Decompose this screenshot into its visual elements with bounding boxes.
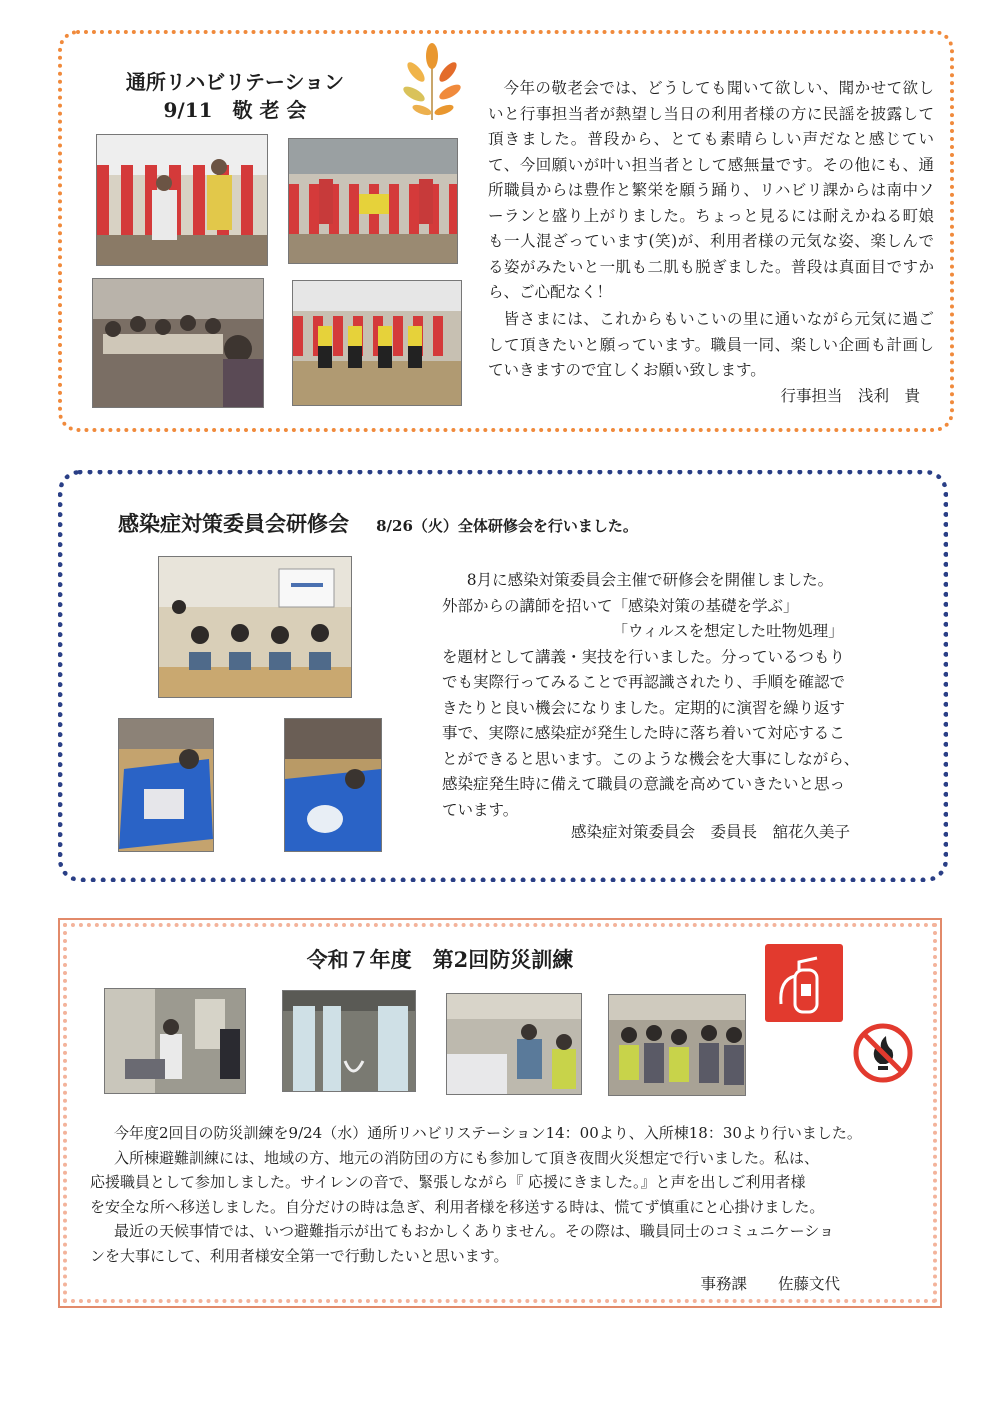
section2-line: 感染症発生時に備えて職員の意識を高めていきたいと思っ — [442, 775, 846, 793]
section1-paragraph-2: 皆さまには、これからもいこいの里に通いながら元気に過ごして頂きたいと願っています。職員一同、楽しい企画も計画していきますので宜しくお願い致します。 — [488, 310, 934, 379]
section2-signature: 感染症対策委員会 委員長 舘花久美子 — [570, 823, 850, 841]
section3-line: 入所棟避難訓練には、地域の方、地元の消防団の方にも参加して頂き夜間火災想定で行いました。私は、 — [114, 1148, 820, 1167]
section2-subtitle: 8/26（火）全体研修会を行いました。 — [376, 517, 638, 535]
photo-drill-ward-evacuation — [446, 993, 582, 1095]
section2-line: 8月に感染対策委員会主催で研修会を開催しました。 — [466, 571, 834, 589]
photo-drill-group-gathering — [608, 994, 746, 1096]
section3-line: 最近の天候事情では、いつ避難指示が出てもおかしくありません。その際は、職員同士のコミュニケーショ — [114, 1222, 835, 1240]
photo-staff-dance-stage — [288, 138, 458, 264]
photo-audience-residents — [92, 278, 264, 408]
section1-title — [100, 68, 370, 124]
no-open-flame-icon — [852, 1022, 914, 1084]
section2-title: 感染症対策委員会研修会 — [118, 511, 349, 536]
section1-paragraph-1: 今年の敬老会では、どうしても聞いて欲しい、聞かせて欲しいと行事担当者が熱望し当日の利用者様の方に民謡を披露して頂きました。普段から、とても素晴らしい声だなと感じていて、今回願いが叶い担当者として感無量です。その他にも、通所職員からは豊作と繁栄を願う踊り、リハビリ課からは南中ソーランと盛り上がりました。ちょっと見るには耐えかねる町娘も一人混ざっています(笑)が、利用者様の元気な姿、楽しんでる姿がみたいと一肌も二肌も脱ぎました。普段は真面目ですから、ご心配なく！ — [488, 79, 934, 301]
section1-signature: 行事担当 浅利 貴 — [780, 387, 920, 405]
section2-line: でも実際行ってみることで再認識されたり、手順を確認で — [442, 673, 846, 691]
section3-signature: 事務課 佐藤文代 — [700, 1275, 840, 1293]
photo-vomit-cleanup-practice-1 — [118, 718, 214, 852]
section1-title-line2: 9/11 敬 老 会 — [163, 98, 307, 122]
section3-line: 応援職員として参加しました。サイレンの音で、緊張しながら『 応援にきました。』と声を出しご利用者様 — [90, 1173, 806, 1191]
photo-drill-curtain-room — [282, 990, 416, 1092]
photo-lecture-session — [158, 556, 352, 698]
section1-title-line1: 通所リハビリテーション — [125, 70, 345, 94]
section2-line: 事で、実際に感染症が発生した時に落ち着いて対応するこ — [442, 724, 845, 742]
section3-line: を安全な所へ移送しました。自分だけの時は急ぎ、利用者様を移送する時は、慌てず慎重にと心掛けました。 — [90, 1197, 825, 1216]
section2-line: きたりと良い機会になりました。定期的に演習を繰り返す — [442, 698, 846, 717]
section2-line: ています。 — [442, 800, 519, 819]
photo-vomit-cleanup-practice-2 — [284, 718, 382, 852]
section3-body — [90, 1121, 920, 1268]
section2-line: 「ウィルスを想定した吐物処理」 — [612, 622, 844, 640]
section2-heading — [118, 508, 818, 542]
section3-title: 令和７年度 第2回防災訓練 — [306, 947, 574, 972]
fire-extinguisher-icon — [765, 944, 843, 1022]
section3-line: 今年度2回目の防災訓練を9/24（水）通所リハビリステーション14：00より、入所棟18：30より行いました。 — [114, 1124, 862, 1142]
autumn-leaves-icon — [392, 42, 472, 122]
photo-folk-song-performance — [96, 134, 268, 266]
section2-body — [442, 568, 892, 823]
section3-line: ンを大事にして、利用者様安全第一で行動したいと思います。 — [90, 1246, 509, 1265]
photo-soran-dance — [292, 280, 462, 406]
section2-line: 外部からの講師を招いて「感染対策の基礎を学ぶ」 — [442, 596, 799, 615]
photo-drill-staff-briefing — [104, 988, 246, 1094]
section2-line: を題材として講義・実技を行いました。分っているつもり — [442, 647, 845, 666]
section2-line: とができると思います。このような機会を大事にしながら、 — [442, 749, 860, 768]
